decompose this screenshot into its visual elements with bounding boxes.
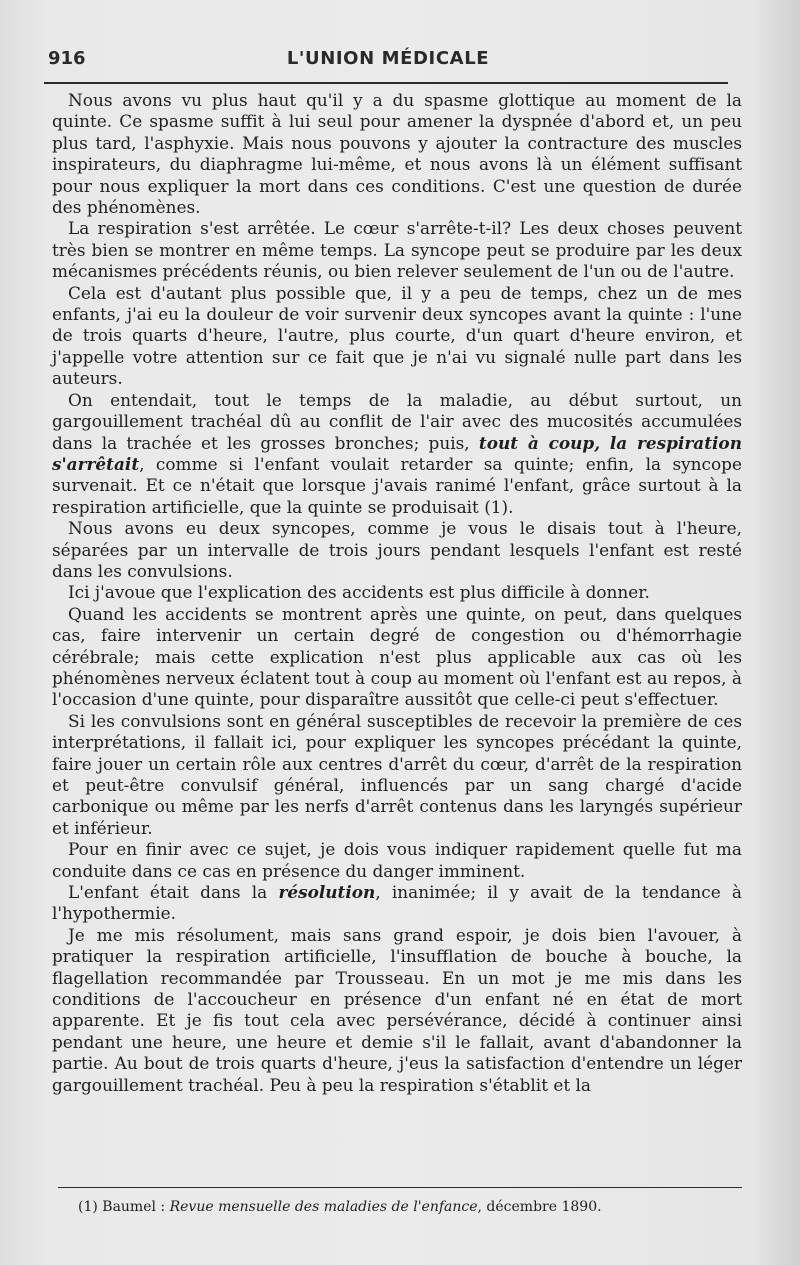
paragraph: Quand les accidents se montrent après une quinte, on peut, dans quelques cas, faire intervenir un certain degré de congestion ou d'hémorrhagie cérébrale; mais cette explication n'est plus applicable aux cas où les phénomènes nerveux éclatent tout à coup au moment où l'enfant est au repos, à l'occasion d'une quinte, pour disparaître aussitôt que celle-ci peut s'effectuer. (52, 603, 742, 710)
paragraph: Nous avons vu plus haut qu'il y a du spasme glottique au moment de la quinte. Ce spasme suffit à lui seul pour amener la dyspnée d'abord et, un peu plus tard, l'asphyxie. Mais nous pouvons y ajouter la contracture des muscles inspirateurs, du diaphragme lui-même, et nous avons là un élément suffisant pour nous expliquer la mort dans ces conditions. C'est une question de durée des phénomènes. (52, 90, 742, 218)
paragraph-text: , inanimée; il y avait de la tendance à l'hypothermie. (52, 882, 742, 924)
paragraph: Cela est d'autant plus possible que, il y a peu de temps, chez un de mes enfants, j'ai eu la douleur de voir survenir deux syncopes avant la quinte : l'une de trois quarts d'heure, l'autre, plus courte, d'un quart d'heure environ, et j'appelle votre attention sur ce fait que je n'ai vu signalé nulle part dans les auteurs. (52, 282, 742, 389)
footnote-journal: Revue mensuelle des maladies de l'enfance (169, 1199, 478, 1215)
body-text (52, 90, 742, 1096)
running-header (48, 48, 728, 78)
paragraph: Nous avons eu deux syncopes, comme je vous le disais tout à l'heure, séparées par un intervalle de trois jours pendant lesquels l'enfant est resté dans les convulsions. (52, 518, 742, 581)
paragraph-text: L'enfant était dans la (68, 882, 279, 903)
page-number: 916 (48, 48, 86, 69)
paragraph (52, 882, 742, 925)
paragraph-text: On entendait, tout le temps de la maladie, au début surtout, un gargouillement trachéal dû au conflit de l'air avec des mucosités accumulées dans la trachée et les grosses bronches; puis, (52, 389, 742, 453)
journal-title: L'UNION MÉDICALE (286, 48, 490, 69)
footnote-text: (1) Baumel : (78, 1199, 170, 1215)
paragraph: Je me mis résolument, mais sans grand espoir, je dois bien l'avouer, à pratiquer la respiration artificielle, l'insufflation de bouche à bouche, la flagellation recommandée par Trousseau. En un mot je me mis dans les conditions de l'accoucheur en présence d'un enfant né en état de mort apparente. Et je fis tout cela avec persévérance, décidé à continuer ainsi pendant une heure, une heure et demie s'il le fallait, avant d'abandonner la partie. Au bout de trois quarts d'heure, j'eus la satisfaction d'entendre un léger gargouillement trachéal. Peu à peu la respiration s'établit et la (52, 924, 742, 1095)
paragraph: Si les convulsions sont en général susceptibles de recevoir la première de ces interprétations, il fallait ici, pour expliquer les syncopes précédant la quinte, faire jouer un certain rôle aux centres d'arrêt du cœur, d'arrêt de la respiration et peut-être convulsif général, influencés par un sang chargé d'acide carbonique ou même par les nerfs d'arrêt contenus dans les laryngés supérieur et inférieur. (52, 710, 742, 838)
footnote-text: , décembre 1890. (477, 1199, 602, 1215)
emphasis: tout à coup, la respiration s'arrêtait (52, 432, 742, 474)
paragraph: La respiration s'est arrêtée. Le cœur s'arrête-t-il? Les deux choses peuvent très bien se montrer en même temps. La syncope peut se produire par les deux mécanismes précédents réunis, ou bien relever seulement de l'un ou de l'autre. (52, 218, 742, 282)
header-rule (44, 82, 728, 84)
paragraph: Pour en finir avec ce sujet, je dois vous indiquer rapidement quelle fut ma conduite dans ce cas en présence du danger imminent. (52, 839, 742, 881)
paragraph-text: , comme si l'enfant voulait retarder sa quinte; enfin, la syncope survenait. Et ce n'était que lorsque j'avais ranimé l'enfant, grâce surtout à la respiration artificielle, que la quinte se produisait (1). (52, 453, 742, 517)
paragraph: Ici j'avoue que l'explication des accidents est plus difficile à donner. (68, 582, 650, 603)
footnote-rule (58, 1187, 742, 1188)
paragraph (52, 390, 742, 518)
footnote (78, 1198, 738, 1216)
emphasis: résolution (278, 882, 376, 903)
